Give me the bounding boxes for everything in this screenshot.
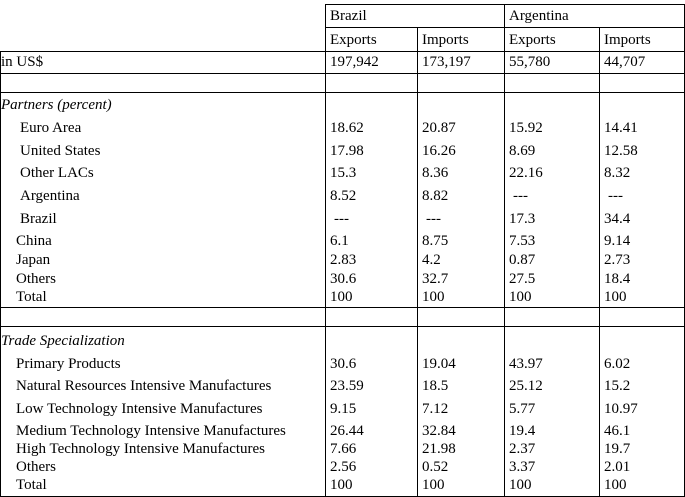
header-brazil-imports: Imports: [422, 32, 469, 48]
partner-value: ---: [426, 211, 441, 227]
partner-value: 8.36: [422, 165, 449, 181]
specialization-value: 26.44: [330, 423, 364, 439]
header-brazil: Brazil: [330, 8, 367, 24]
specialization-label: Primary Products: [16, 356, 121, 372]
specialization-value: 2.56: [330, 459, 357, 475]
partner-value: 7.53: [509, 233, 536, 249]
partner-value: 100: [509, 289, 532, 305]
specialization-value: 5.77: [509, 401, 536, 417]
partner-value: 2.73: [604, 252, 631, 268]
specialization-title: Trade Specialization: [1, 333, 125, 349]
partner-value: 100: [604, 289, 627, 305]
specialization-label: Natural Resources Intensive Manufactures: [16, 378, 272, 394]
partner-value: ---: [513, 188, 528, 204]
partner-value: 100: [330, 289, 353, 305]
specialization-value: 7.12: [422, 401, 449, 417]
rule-usd: [0, 73, 685, 74]
specialization-value: 100: [604, 477, 627, 493]
partner-value: 0.87: [509, 252, 536, 268]
specialization-label: Others: [16, 459, 56, 475]
usd-argentina-exports: 55,780: [509, 54, 551, 70]
specialization-value: 30.6: [330, 356, 357, 372]
partner-label: Others: [16, 271, 56, 287]
partner-value: 100: [422, 289, 445, 305]
partner-label: Total: [16, 289, 47, 305]
partner-value: 2.83: [330, 252, 357, 268]
rule-flow: [0, 51, 685, 52]
specialization-value: 100: [509, 477, 532, 493]
rule-blank2: [0, 326, 685, 327]
partner-value: 6.1: [330, 233, 349, 249]
partner-value: 12.58: [604, 143, 638, 159]
partner-value: 16.26: [422, 143, 456, 159]
partner-value: 9.14: [604, 233, 631, 249]
usd-argentina-imports: 44,707: [604, 54, 646, 70]
rule-v-c1: [325, 4, 326, 497]
partner-value: 20.87: [422, 120, 456, 136]
rule-partners-end: [0, 307, 685, 308]
specialization-value: 0.52: [422, 459, 449, 475]
specialization-value: 23.59: [330, 378, 364, 394]
specialization-value: 6.02: [604, 356, 631, 372]
partner-value: ---: [334, 211, 349, 227]
specialization-label: Low Technology Intensive Manufactures: [16, 401, 263, 417]
partner-value: 22.16: [509, 165, 543, 181]
specialization-value: 18.5: [422, 378, 449, 394]
partner-value: ---: [608, 188, 623, 204]
usd-label: in US$: [1, 54, 44, 70]
specialization-label: Medium Technology Intensive Manufactures: [16, 423, 286, 439]
partner-value: 15.92: [509, 120, 543, 136]
specialization-value: 100: [330, 477, 353, 493]
partner-value: 15.3: [330, 165, 357, 181]
partner-value: 30.6: [330, 271, 357, 287]
partner-label: Other LACs: [20, 165, 94, 181]
partner-label: Brazil: [20, 211, 57, 227]
specialization-value: 25.12: [509, 378, 543, 394]
partner-value: 14.41: [604, 120, 638, 136]
specialization-value: 7.66: [330, 441, 357, 457]
partner-label: Japan: [16, 252, 51, 268]
specialization-value: 10.97: [604, 401, 638, 417]
specialization-label: High Technology Intensive Manufactures: [16, 441, 266, 457]
rule-blank1: [0, 92, 685, 93]
specialization-value: 19.04: [422, 356, 456, 372]
partner-value: 4.2: [422, 252, 441, 268]
rule-v-left: [0, 51, 1, 497]
partner-value: 34.4: [604, 211, 631, 227]
partner-value: 18.4: [604, 271, 631, 287]
header-argentina: Argentina: [509, 8, 569, 24]
partner-value: 8.69: [509, 143, 536, 159]
partner-label: Argentina: [20, 188, 80, 204]
partner-value: 18.62: [330, 120, 364, 136]
specialization-label: Total: [16, 477, 47, 493]
specialization-value: 100: [422, 477, 445, 493]
usd-brazil-imports: 173,197: [422, 54, 471, 70]
header-argentina-exports: Exports: [509, 32, 556, 48]
partner-label: Euro Area: [20, 120, 82, 136]
specialization-value: 32.84: [422, 423, 456, 439]
partner-value: 32.7: [422, 271, 449, 287]
specialization-value: 19.4: [509, 423, 536, 439]
partner-value: 8.52: [330, 188, 357, 204]
specialization-value: 43.97: [509, 356, 543, 372]
specialization-value: 15.2: [604, 378, 631, 394]
partner-label: China: [16, 233, 52, 249]
specialization-value: 2.37: [509, 441, 536, 457]
specialization-value: 21.98: [422, 441, 456, 457]
partner-value: 8.75: [422, 233, 449, 249]
rule-v-c2: [417, 27, 418, 497]
rule-v-c3: [504, 4, 505, 497]
header-brazil-exports: Exports: [330, 32, 377, 48]
specialization-value: 9.15: [330, 401, 357, 417]
rule-v-c4: [599, 27, 600, 497]
partners-title: Partners (percent): [1, 97, 112, 113]
specialization-value: 3.37: [509, 459, 536, 475]
partner-value: 17.3: [509, 211, 536, 227]
partner-value: 8.32: [604, 165, 631, 181]
specialization-value: 46.1: [604, 423, 631, 439]
specialization-value: 2.01: [604, 459, 631, 475]
partner-label: United States: [20, 143, 101, 159]
partner-value: 27.5: [509, 271, 536, 287]
partner-value: 8.82: [422, 188, 449, 204]
usd-brazil-exports: 197,942: [330, 54, 379, 70]
header-argentina-imports: Imports: [604, 32, 651, 48]
partner-value: 17.98: [330, 143, 364, 159]
specialization-value: 19.7: [604, 441, 631, 457]
